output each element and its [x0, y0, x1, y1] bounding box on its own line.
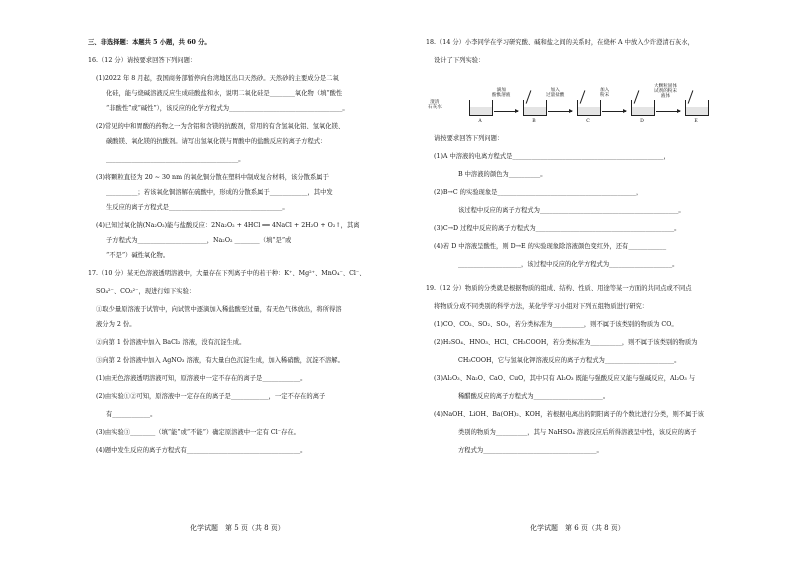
left-text-line: “不是”）碱性氧化物。	[106, 252, 170, 259]
left-text-line: (3)由实验③________（填“能”或“不能”）确定原溶液中一定有 Cl⁻存在。	[96, 429, 300, 436]
step-label: 大颗粒固体 试剂的粉末 液体	[654, 84, 677, 100]
beaker-label: C	[586, 119, 590, 125]
beaker-label: D	[640, 119, 644, 125]
left-text-line: (1)由无色溶液透明溶液可知，原溶液中一定不存在的离子是____________。	[96, 375, 307, 382]
arrow-icon	[656, 111, 680, 112]
left-text-line: SO₄²⁻、CO₃²⁻，现进行如下实验：	[96, 288, 196, 295]
right-text-line: 类别的物质为__________，其与 NaHSO₄ 溶液反应后所得溶液呈中性，该反应的离子	[458, 429, 697, 436]
left-text-line: “非酸性”或“碱性”），该反应的化学方程式为____________________________________。	[106, 105, 349, 112]
left-text-line: ②向第 1 份溶液中加入 BaCl₂ 溶液，没有沉淀生成。	[96, 339, 246, 346]
beaker-label: E	[694, 119, 698, 125]
start-label: 澄清 石灰水	[428, 100, 442, 111]
footer-left: 化学试题 第 5 页（共 8 页）	[190, 524, 285, 532]
beaker-liquid	[578, 107, 600, 115]
beaker-liquid	[632, 107, 654, 115]
step-label: 加入 过量盐酸	[546, 88, 565, 99]
step-label: 滴加 酚酞溶液	[492, 88, 511, 99]
footer-right: 化学试题 第 6 页（共 8 页）	[530, 524, 625, 532]
left-text-line: 生反应的离子方程式是____________________________________。	[106, 204, 289, 211]
left-text-line: 有____________。	[106, 411, 157, 418]
left-text-line: 16.（12 分）请按要求回答下列问题：	[88, 57, 197, 64]
right-text-line: (4)NaOH、LiOH、Ba(OH)₂、KOH，若根据电离出的阴阳离子的个数比进行分类，则不属于该	[434, 411, 704, 418]
right-text-line: 设计了下列实验：	[434, 57, 485, 64]
experiment-apparatus	[428, 84, 710, 125]
right-text-line: 稀醋酸反应的离子方程式为______________________。	[458, 393, 610, 400]
left-text-line: __________________________________________。	[106, 156, 245, 163]
left-text-line: (4)题中发生反应的离子方程式有____________________________________。	[96, 447, 307, 454]
left-text-line: (1)2022 年 8 月起，我国商务部暂停向台湾地区出口天然砂。天然砂的主要成分是二氧	[96, 75, 339, 82]
arrow-icon	[494, 111, 518, 112]
left-text-line: (3)将颗粒直径为 20 ~ 30 nm 的氧化铜分散在塑料中制成复合材料，该分散系属于	[96, 174, 329, 181]
right-text-line: (1)CO、CO₂、SO₂、SO₃，若分类标准为__________，则不属于该类别的物质为 CO。	[434, 321, 678, 328]
right-text-line: 方程式为____________________________________。	[458, 447, 603, 454]
left-text-line: 碳酸镁、氧化镁的抗酸剂。请写出氢氧化镁与胃酸中的盐酸反应的离子方程式：	[106, 138, 327, 145]
beaker-liquid	[686, 107, 708, 115]
left-text-line: (4)已知过氧化钠(Na₂O₂)能与盐酸反应：2Na₂O₂ + 4HCl ══ 4NaCl + 2H₂O + O₂↑，其离	[96, 222, 360, 229]
beaker-label: A	[478, 119, 482, 125]
right-text-line: 该过程中反应的离子方程式为____________________________________________。	[458, 207, 685, 214]
left-text-line: 化硅，能与烧碱溶液反应生成硅酸盐和水，说明二氧化硅是________氧化物（填“酸性	[106, 90, 343, 97]
right-text-line: (3)C→D 过程中反应的离子方程式为____________________________________________。	[434, 225, 681, 232]
right-text-line: 请按要求回答下列问题：	[434, 135, 504, 142]
beaker-liquid	[470, 107, 492, 115]
right-text-line: B 中溶液的颜色为__________。	[458, 171, 547, 178]
right-text-line: (3)Al₂O₃、Na₂O、CaO、CuO，其中只有 Al₂O₃ 既能与强酸反应又能与强碱反应，Al₂O₃ 与	[434, 375, 696, 382]
left-text-line: ①取少量原溶液于试管中，向试管中逐滴加入稀盐酸至过量，有无色气体放出，将所得溶	[96, 306, 342, 313]
arrow-icon	[548, 111, 572, 112]
right-text-line: CH₃COOH，它与氢氧化钾溶液反应的离子方程式为______________________。	[458, 357, 681, 364]
left-text-line: ③向第 2 份溶液中加入 AgNO₃ 溶液，有大量白色沉淀生成，加入稀硝酸，沉淀不溶解。	[96, 357, 344, 364]
beaker-label: B	[532, 119, 536, 125]
right-text-line: ____________________，该过程中反应的化学方程式为____________________。	[458, 261, 679, 268]
left-text-line: 子方程式为______________________，Na₂O₂ ________（填“是”或	[106, 237, 292, 244]
right-text-line: (2)H₂SO₄、HNO₃、HCl、CH₃COOH，若分类标准为__________，则不属于该类别的物质为	[434, 339, 698, 346]
right-text-line: (4)若 D 中溶液呈酸性，则 D→E 的实验现象除溶液颜色变红外，还有____________	[434, 243, 667, 250]
arrow-icon	[602, 111, 626, 112]
right-text-line: 将物质分成不同类别的科学方法，某化学学习小组对下列五组物质进行研究：	[434, 303, 649, 310]
beaker-liquid	[524, 107, 546, 115]
left-text-line: __________；若该氧化铜溶解在硫酸中，形成的分散系属于____________，其中发	[106, 189, 333, 196]
right-text-line: (2)B→C 的实验现象是____________________________________________，	[434, 189, 643, 196]
left-text-line: 液分为 2 份。	[96, 321, 136, 328]
left-text-line: 17.（10 分）某无色溶液透明溶液中，大量存在下列离子中的若干种：K⁺、Mg²⁺、MnO₄⁻、Cl⁻、	[88, 270, 366, 277]
left-text-line: (2)由实验①②可知，原溶液中一定存在的离子是____________，一定不存在的离子	[96, 393, 326, 400]
right-text-line: 19.（12 分）物质的分类就是根据物质的组成、结构、性质、用途等某一方面的共同点或不同点	[426, 285, 692, 292]
step-label: 加入 粉末	[600, 88, 610, 99]
right-text-line: 18.（14 分）小李同学在学习研究酸、碱和盐之间的关系时，在烧杯 A 中放入少许澄清石灰水，	[426, 39, 694, 46]
left-text-line: 三、非选择题：本题共 5 小题，共 60 分。	[88, 39, 211, 46]
beaker-a	[469, 100, 493, 116]
right-text-line: (1)A 中溶液的电离方程式是________________________________________________，	[434, 153, 670, 160]
left-text-line: (2)常见的中和胃酸的药物之一为含铝和含镁的抗酸剂，常用的有含氢氧化铝、氢氧化镁、	[96, 123, 345, 130]
